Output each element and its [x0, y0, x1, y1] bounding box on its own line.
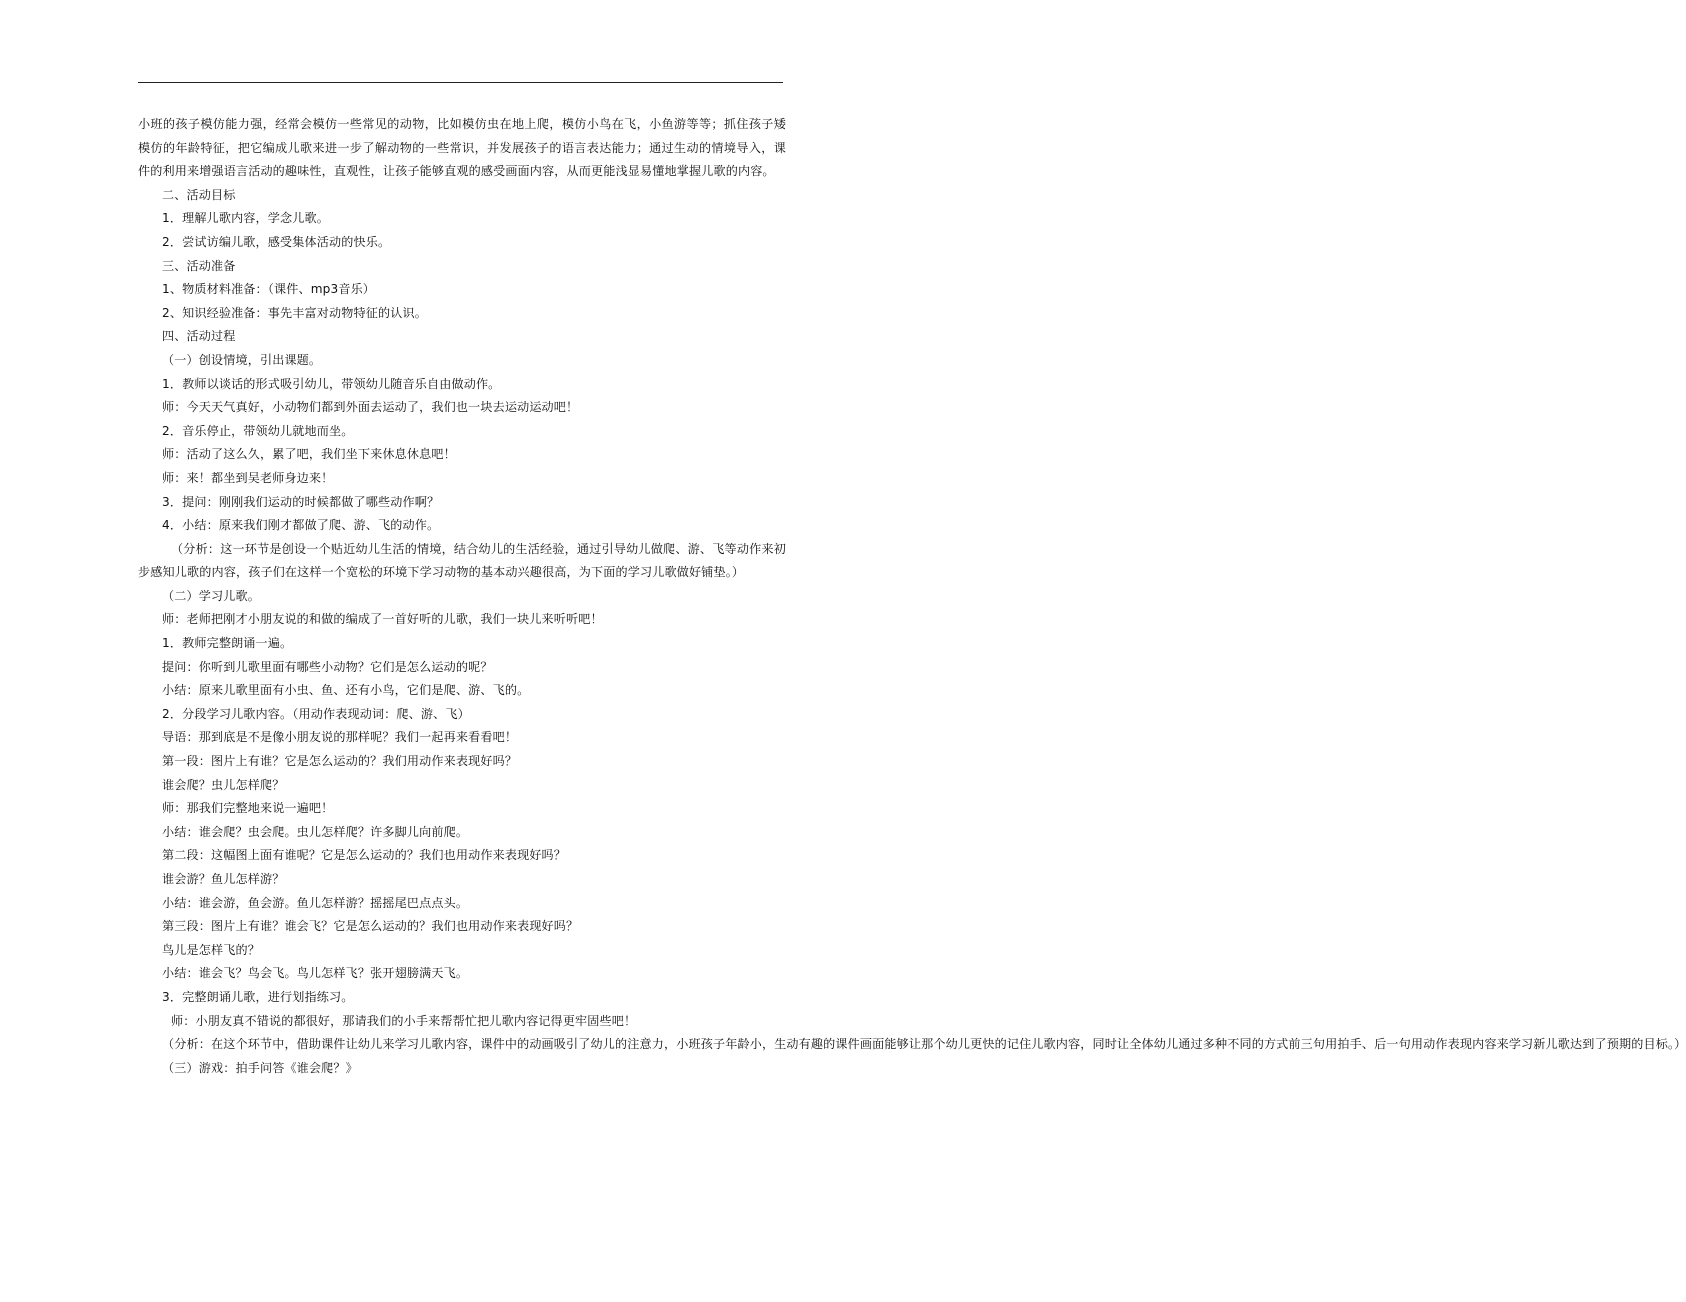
preparation-item: 1、物质材料准备：（课件、mp3音乐）	[162, 282, 376, 297]
process-line: 谁会游？鱼儿怎样游？	[162, 872, 285, 886]
subsection-heading: （一）创设情境，引出课题。	[162, 352, 322, 367]
process-line: 小结：原来儿歌里面有小虫、鱼、还有小鸟，它们是爬、游、飞的。	[162, 683, 530, 698]
analysis-paragraph: （分析：这一环节是创设一个贴近幼儿生活的情境，结合幼儿的生活经验，通过引导幼儿做爬、游、飞等动作来初步感知儿歌的内容，孩子们在这样一个宽松的环境下学习动物的基本动兴趣很高，为下面的学习儿歌做好铺垫。）	[138, 541, 786, 580]
process-line: 师：今天天气真好，小动物们都到外面去运动了，我们也一块去运动运动吧！	[162, 400, 579, 415]
goal-item: 1．理解儿歌内容，学念儿歌。	[162, 211, 330, 226]
process-line: 师：来！都坐到吴老师身边来！	[162, 470, 334, 485]
process-line: 2．分段学习儿歌内容。（用动作表现动词：爬、游、飞）	[162, 706, 470, 721]
process-line: 3．提问：刚刚我们运动的时候都做了哪些动作啊？	[162, 494, 440, 509]
process-line: 谁会爬？虫儿怎样爬？	[162, 777, 285, 792]
section-heading-goals: 二、活动目标	[162, 187, 236, 202]
process-line: 1．教师完整朗诵一遍。	[162, 636, 293, 651]
process-line: 鸟儿是怎样飞的？	[162, 942, 260, 957]
process-line: 师：那我们完整地来说一遍吧！	[162, 801, 334, 816]
process-line: 1．教师以谈话的形式吸引幼儿，带领幼儿随音乐自由做动作。	[162, 376, 501, 391]
preparation-item: 2、知识经验准备：事先丰富对动物特征的认识。	[162, 305, 427, 320]
process-line: 3．完整朗诵儿歌，进行划指练习。	[162, 989, 354, 1004]
process-line: 导语：那到底是不是像小朋友说的那样呢？我们一起再来看看吧！	[162, 730, 518, 745]
goal-item: 2．尝试访编儿歌，感受集体活动的快乐。	[162, 234, 391, 249]
process-line: 4．小结：原来我们刚才都做了爬、游、飞的动作。	[162, 518, 440, 533]
subsection-heading: （分析：在这个环节中，借助课件让幼儿来学习儿歌内容，课件中的动画吸引了幼儿的注意力，小班孩子年龄小，生动有趣的课件画面能够让那个幼儿更快的记住儿歌内容，同时让全体幼儿通过多种不同的方式前三句用拍手、后一句用动作表现内容来学习新儿歌达到了预期的目标。）	[162, 1037, 1686, 1052]
header-rule	[138, 82, 783, 83]
process-line: 小结：谁会游，鱼会游。鱼儿怎样游？摇摇尾巴点点头。	[162, 895, 469, 910]
process-line: 提问：你听到儿歌里面有哪些小动物？它们是怎么运动的呢？	[162, 659, 493, 674]
section-heading-preparation: 三、活动准备	[162, 258, 236, 273]
process-line: 2．音乐停止，带领幼儿就地而坐。	[162, 423, 354, 438]
process-line: 第三段：图片上有谁？谁会飞？它是怎么运动的？我们也用动作来表现好吗？	[162, 919, 579, 934]
document-body	[138, 113, 1686, 1080]
process-line: 师：老师把刚才小朋友说的和做的编成了一首好听的儿歌，我们一块儿来听听吧！	[162, 612, 603, 627]
analysis-paragraph: 师：小朋友真不错说的都很好，那请我们的小手来帮帮忙把儿歌内容记得更牢固些吧！	[171, 1013, 637, 1028]
process-line: 小结：谁会爬？虫会爬。虫儿怎样爬？许多脚儿向前爬。	[162, 824, 469, 839]
intro-paragraph: 小班的孩子模仿能力强，经常会模仿一些常见的动物，比如模仿虫在地上爬，模仿小鸟在飞，小鱼游等等；抓住孩子矮模仿的年龄特征，把它编成儿歌来进一步了解动物的一些常识，并发展孩子的语言表达能力；通过生动的情境导入，课件的利用来增强语言活动的趣味性，直观性，让孩子能够直观的感受画面内容，从而更能浅显易懂地掌握儿歌的内容。	[138, 117, 786, 179]
process-line: 师：活动了这么久，累了吧，我们坐下来休息休息吧！	[162, 447, 456, 462]
process-line: （三）游戏：拍手问答《谁会爬？》	[162, 1060, 358, 1075]
process-line: 小结：谁会飞？鸟会飞。鸟儿怎样飞？张开翅膀满天飞。	[162, 966, 469, 981]
section-heading-process: 四、活动过程	[162, 329, 236, 344]
subsection-heading: （二）学习儿歌。	[162, 588, 260, 603]
process-line: 第二段：这幅图上面有谁呢？它是怎么运动的？我们也用动作来表现好吗？	[162, 848, 567, 863]
process-line: 第一段：图片上有谁？它是怎么运动的？我们用动作来表现好吗？	[162, 754, 518, 769]
